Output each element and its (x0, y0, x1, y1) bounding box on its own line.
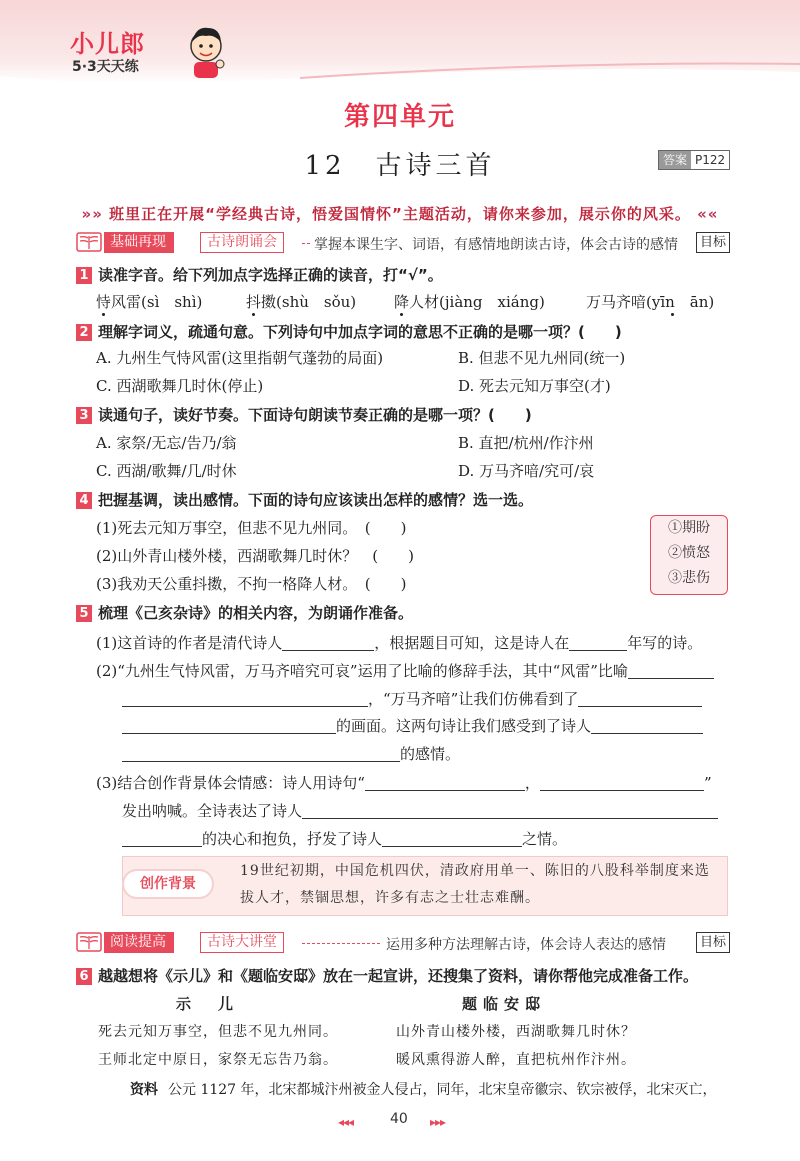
background-tag: 创作背景 (124, 871, 212, 897)
answer-label: 答案 (659, 151, 691, 169)
emotion-option: ②愤怒 (668, 545, 710, 561)
q5-sentence-3c: 的决心和抱负，抒发了诗人 之情。 (122, 828, 567, 849)
q3-option-b[interactable]: B. 直把/杭州/作汴州 (458, 434, 594, 452)
q2-option-d[interactable]: D. 死去元知万事空(才) (458, 377, 611, 395)
goal-label: 目标 (696, 232, 730, 253)
q1-option-3[interactable]: 降人材(jiàng xiáng) (394, 293, 545, 311)
poem-2-title: 题临安邸 (462, 995, 547, 1013)
q2-option-b[interactable]: B. 但悲不见九州同(统一) (458, 349, 626, 367)
section-tag: 基础再现 (104, 232, 174, 253)
q5-sentence-2a: (2)“九州生气恃风雷，万马齐喑究可哀”运用了比喻的修辞手法，其中“风雷”比喻 (96, 660, 714, 681)
unit-title: 第四单元 (343, 102, 456, 132)
open-book-icon (76, 932, 102, 952)
question-6-prompt: 6 越越想将《示儿》和《题临安邸》放在一起宣讲，还搜集了资料，请你帮他完成准备工作。 (76, 965, 698, 986)
answer-blank[interactable] (122, 830, 202, 847)
poem-2-line-1: 山外青山楼外楼，西湖歌舞几时休？ (396, 1024, 636, 1040)
page-number: 40 (390, 1111, 408, 1127)
answer-blank[interactable] (540, 774, 704, 791)
answer-blank[interactable] (628, 662, 714, 679)
q5-sentence-1: (1)这首诗的作者是清代诗人 ，根据题目可知，这是诗人在 年写的诗。 (96, 634, 703, 652)
emotion-option: ③悲伤 (668, 570, 710, 586)
question-number: 3 (76, 407, 92, 424)
q5-sentence-2c: 的画面。这两句诗让我们感受到了诗人 (122, 715, 703, 736)
section-subtag: 古诗大讲堂 (200, 932, 284, 953)
answer-blank[interactable] (578, 690, 702, 707)
divider (302, 943, 380, 944)
q2-option-c[interactable]: C. 西湖歌舞几时休(停止) (96, 377, 264, 395)
question-number: 1 (76, 267, 92, 284)
answer-blank[interactable] (122, 690, 368, 707)
chevrons-left-icon: «« (697, 205, 719, 223)
answer-page: P122 (695, 153, 726, 167)
next-arrows-icon: ▸▸▸ (430, 1115, 446, 1129)
answer-blank[interactable] (382, 830, 522, 847)
brand-logo (70, 24, 220, 82)
q1-option-1[interactable]: 恃风雷(sì shì) (96, 293, 203, 311)
question-number: 5 (76, 605, 92, 622)
prev-arrows-icon: ◂◂◂ (338, 1115, 354, 1129)
lesson-title: 12 古诗三首 (304, 151, 496, 181)
brand-name: 小儿郎 (70, 30, 145, 58)
answer-blank[interactable] (365, 774, 525, 791)
emotion-options-box (650, 515, 728, 595)
q5-sentence-2b: ，“万马齐喑”让我们仿佛看到了 (122, 688, 702, 709)
q3-option-c[interactable]: C. 西湖/歌舞/几/时休 (96, 462, 237, 480)
material-paragraph (130, 1079, 717, 1099)
answer-reference[interactable] (658, 150, 730, 170)
question-3-prompt: 3 读通句子，读好节奏。下面诗句朗读节奏正确的是哪一项？( ) (76, 404, 532, 425)
answer-blank[interactable] (591, 717, 703, 734)
answer-blank[interactable] (569, 634, 627, 651)
goal-label: 目标 (696, 932, 730, 953)
q5-sentence-3b: 发出呐喊。全诗表达了诗人 (122, 800, 718, 821)
poem-2-line-2: 暖风熏得游人醉，直把杭州作汴州。 (396, 1052, 636, 1068)
mascot-icon (186, 24, 226, 80)
section-goal: 掌握本课生字、词语，有感情地朗读古诗，体会古诗的感情 (314, 237, 678, 253)
question-number: 2 (76, 324, 92, 341)
answer-blank[interactable] (302, 802, 718, 819)
section-bar-reading (76, 931, 730, 955)
section-subtag: 古诗朗诵会 (200, 232, 284, 253)
question-number: 4 (76, 492, 92, 509)
answer-blank[interactable] (282, 634, 374, 651)
section-goal: 运用多种方法理解古诗，体会诗人表达的感情 (386, 937, 666, 953)
answer-blank[interactable] (122, 717, 336, 734)
question-2-prompt: 2 理解字词义，疏通句意。下列诗句中加点字词的意思不正确的是哪一项？( ) (76, 321, 622, 342)
q1-option-4[interactable]: 万马齐喑(yīn ān) (586, 293, 715, 311)
q4-item-3[interactable]: (3)我劝天公重抖擞，不拘一格降人材。 ( ) (96, 575, 407, 593)
question-5-prompt: 5 梳理《己亥杂诗》的相关内容，为朗诵作准备。 (76, 602, 413, 623)
open-book-icon (76, 232, 102, 252)
emotion-option: ①期盼 (668, 520, 710, 536)
chevrons-right-icon: »» (81, 205, 103, 223)
poem-1-line-1: 死去元知万事空，但悲不见九州同。 (98, 1024, 338, 1040)
question-1-prompt: 1 读准字音。给下列加点字选择正确的读音，打“√”。 (76, 264, 443, 285)
question-number: 6 (76, 968, 92, 985)
brand-sub: 5·3天天练 (72, 59, 139, 75)
answer-blank[interactable] (122, 745, 400, 762)
material-text: 公元 1127 年，北宋都城汴州被金人侵占，同年，北宋皇帝徽宗、钦宗被俘，北宋灭亡， (168, 1082, 717, 1098)
poem-1-line-2: 王师北定中原日，家祭无忘告乃翁。 (98, 1052, 338, 1068)
section-tag: 阅读提高 (104, 932, 174, 953)
q2-option-a[interactable]: A. 九州生气恃风雷(这里指朝气蓬勃的局面) (96, 349, 384, 367)
intro-text: 班里正在开展“学经典古诗，悟爱国情怀”主题活动，请你来参加，展示你的风采。 (109, 205, 691, 223)
q1-option-2[interactable]: 抖擞(shù sǒu) (246, 293, 357, 311)
background-text: 19世纪初期，中国危机四伏，清政府用单一、陈旧的八股科举制度来选拔人才，禁锢思想，许多有志之士壮志难酬。 (240, 863, 710, 906)
intro-banner (0, 203, 800, 224)
q4-item-1[interactable]: (1)死去元知万事空，但悲不见九州同。 ( ) (96, 519, 407, 537)
poem-1-title: 示 儿 (176, 995, 240, 1013)
question-4-prompt: 4 把握基调，读出感情。下面的诗句应该读出怎样的感情？选一选。 (76, 489, 533, 510)
q3-option-d[interactable]: D. 万马齐喑/究可/哀 (458, 462, 595, 480)
q3-option-a[interactable]: A. 家祭/无忘/告乃/翁 (96, 434, 237, 452)
q5-sentence-2d: 的感情。 (122, 743, 460, 764)
q4-item-2[interactable]: (2)山外青山楼外楼，西湖歌舞几时休？ ( ) (96, 547, 414, 565)
material-label: 资料 (130, 1082, 158, 1098)
q5-sentence-3a: (3)结合创作背景体会情感：诗人用诗句“ ， ” (96, 774, 712, 792)
section-bar-basics (76, 231, 730, 255)
divider (302, 243, 310, 244)
